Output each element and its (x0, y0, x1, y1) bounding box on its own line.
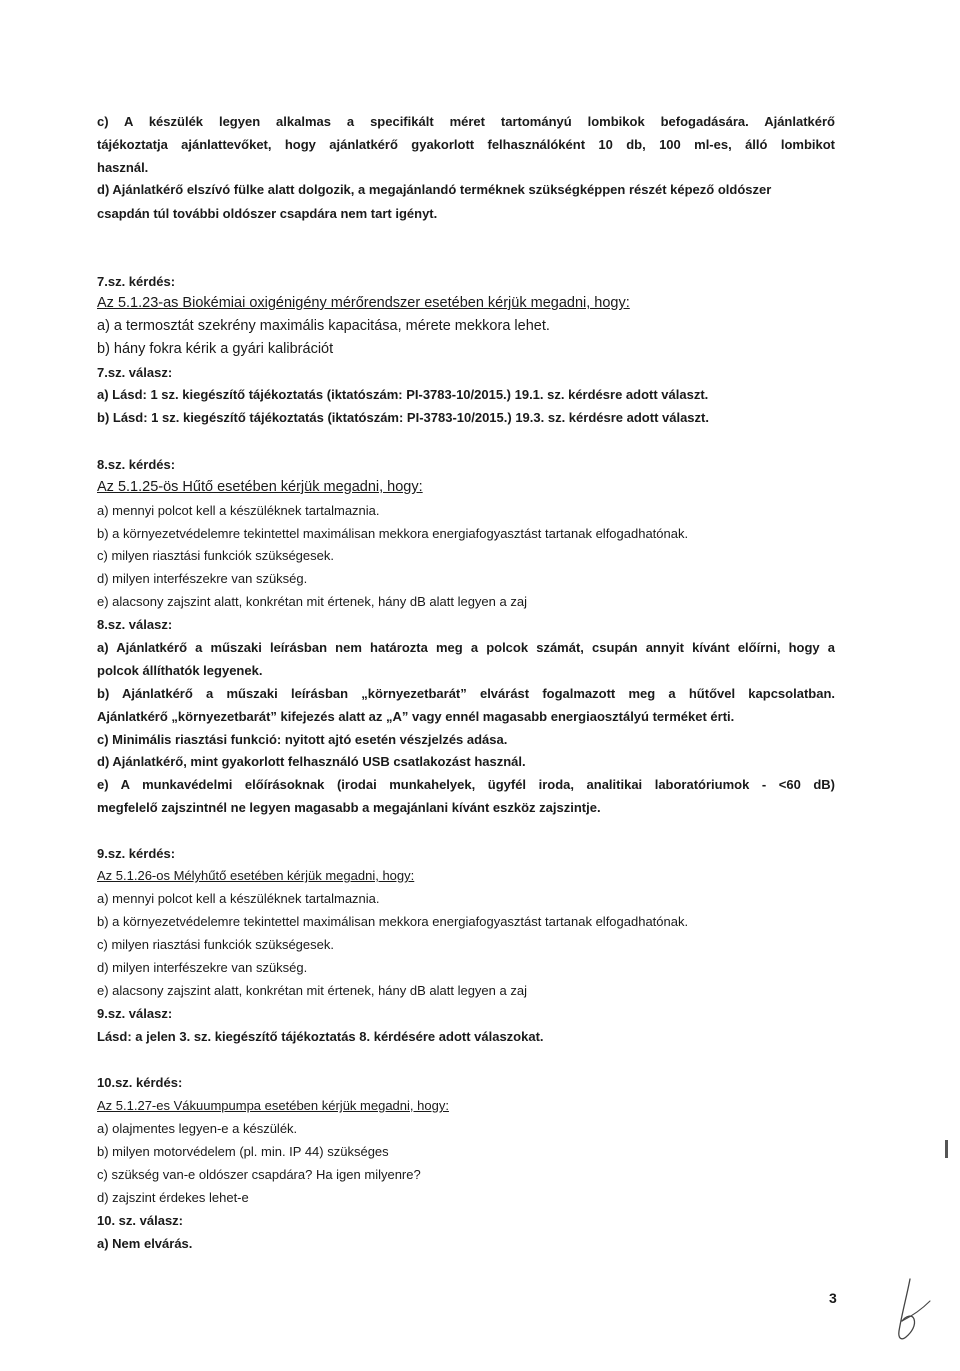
q7-item-b: b) hány fokra kérik a gyári kalibrációt (97, 341, 334, 357)
q10-answer-heading: 10. sz. válasz: (97, 1213, 183, 1228)
intro-c-line2: tájékoztatja ajánlattevőket, hogy ajánlatkérő gyakorlott felhasználóként 10 db, 100 ml-es, álló lombikot (97, 137, 835, 152)
intro-c-line3: használ. (97, 160, 149, 175)
q8-item-d: d) milyen interfészekre van szükség. (97, 571, 308, 586)
q9-item-b: b) a környezetvédelemre tekintettel maximálisan mekkora energiafogyasztást tartanak elfogadhatónak. (97, 914, 689, 929)
q8-answer-line3: b) Ajánlatkérő a műszaki leírásban „környezetbarát” elvárást fogalmazott meg a hűtővel kapcsolatban. (97, 686, 835, 701)
q9-item-e: e) alacsony zajszint alatt, konkrétan mit értenek, hány dB alatt legyen a zaj (97, 983, 527, 998)
q8-intro: Az 5.1.25-ös Hűtő esetében kérjük megadni, hogy: (97, 479, 423, 495)
q10-intro: Az 5.1.27-es Vákuumpumpa esetében kérjük megadni, hogy: (97, 1098, 449, 1113)
scan-mark (945, 1140, 948, 1158)
q8-item-c: c) milyen riasztási funkciók szükségesek. (97, 548, 334, 563)
q9-heading: 9.sz. kérdés: (97, 846, 176, 861)
q10-item-a: a) olajmentes legyen-e a készülék. (97, 1121, 298, 1136)
q9-answer-line1: Lásd: a jelen 3. sz. kiegészítő tájékoztatás 8. kérdésére adott válaszokat. (97, 1029, 544, 1044)
q9-item-d: d) milyen interfészekre van szükség. (97, 960, 308, 975)
intro-d-line1: d) Ajánlatkérő elszívó fülke alatt dolgozik, a megajánlandó terméknek szükségképpen részét képező oldószer (97, 182, 772, 197)
q8-answer-line7: e) A munkavédelmi előírásoknak (irodai munkahelyek, ügyfél iroda, analitikai laboratóriumok - <60 dB) (97, 777, 835, 792)
q9-item-a: a) mennyi polcot kell a készüléknek tartalmaznia. (97, 891, 380, 906)
q8-item-e: e) alacsony zajszint alatt, konkrétan mit értenek, hány dB alatt legyen a zaj (97, 594, 527, 609)
q9-item-c: c) milyen riasztási funkciók szükségesek. (97, 937, 334, 952)
q7-intro: Az 5.1.23-as Biokémiai oxigénigény mérőrendszer esetében kérjük megadni, hogy: (97, 295, 630, 311)
q8-answer-line6: d) Ajánlatkérő, mint gyakorlott felhasználó USB csatlakozást használ. (97, 754, 526, 769)
intro-c-line1: c) A készülék legyen alkalmas a specifikált méret tartományú lombikok befogadására. Ajánlatkérő (97, 114, 835, 129)
handwritten-signature (880, 1275, 935, 1345)
q7-answer-heading: 7.sz. válasz: (97, 365, 173, 380)
q9-intro: Az 5.1.26-os Mélyhűtő esetében kérjük megadni, hogy: (97, 868, 415, 883)
q8-item-a: a) mennyi polcot kell a készüléknek tartalmaznia. (97, 503, 380, 518)
q7-answer-a: a) Lásd: 1 sz. kiegészítő tájékoztatás (iktatószám: PI-3783-10/2015.) 19.1. sz. kérdésre adott választ. (97, 387, 709, 402)
q8-answer-line1: a) Ajánlatkérő a műszaki leírásban nem határozta meg a polcok számát, csupán annyit kívánt előírni, hogy a (97, 640, 835, 655)
q7-item-a: a) a termosztát szekrény maximális kapacitása, mérete mekkora lehet. (97, 318, 550, 334)
intro-d-line2: csapdán túl további oldószer csapdára nem tart igényt. (97, 206, 438, 221)
q8-heading: 8.sz. kérdés: (97, 457, 176, 472)
q10-answer-a: a) Nem elvárás. (97, 1236, 193, 1251)
q10-item-b: b) milyen motorvédelem (pl. min. IP 44) szükséges (97, 1144, 389, 1159)
q8-item-b: b) a környezetvédelemre tekintettel maximálisan mekkora energiafogyasztást tartanak elfogadhatónak. (97, 526, 689, 541)
q7-answer-b: b) Lásd: 1 sz. kiegészítő tájékoztatás (iktatószám: PI-3783-10/2015.) 19.3. sz. kérdésre adott választ. (97, 410, 709, 425)
q10-heading: 10.sz. kérdés: (97, 1075, 183, 1090)
q10-item-c: c) szükség van-e oldószer csapdára? Ha igen milyenre? (97, 1167, 421, 1182)
q8-answer-line4: Ajánlatkérő „környezetbarát” kifejezés alatt az „A” vagy ennél magasabb energiaosztályú terméket érti. (97, 709, 735, 724)
page-number: 3 (829, 1290, 837, 1306)
q8-answer-line2: polcok állíthatók legyenek. (97, 663, 263, 678)
q9-answer-heading: 9.sz. válasz: (97, 1006, 173, 1021)
q8-answer-heading: 8.sz. válasz: (97, 617, 173, 632)
q8-answer-line5: c) Minimális riasztási funkció: nyitott ajtó esetén vészjelzés adása. (97, 732, 508, 747)
q10-item-d: d) zajszint érdekes lehet-e (97, 1190, 249, 1205)
q7-heading: 7.sz. kérdés: (97, 274, 176, 289)
q8-answer-line8: megfelelő zajszintnél ne legyen magasabb a megajánlani kívánt eszköz zajszintje. (97, 800, 601, 815)
